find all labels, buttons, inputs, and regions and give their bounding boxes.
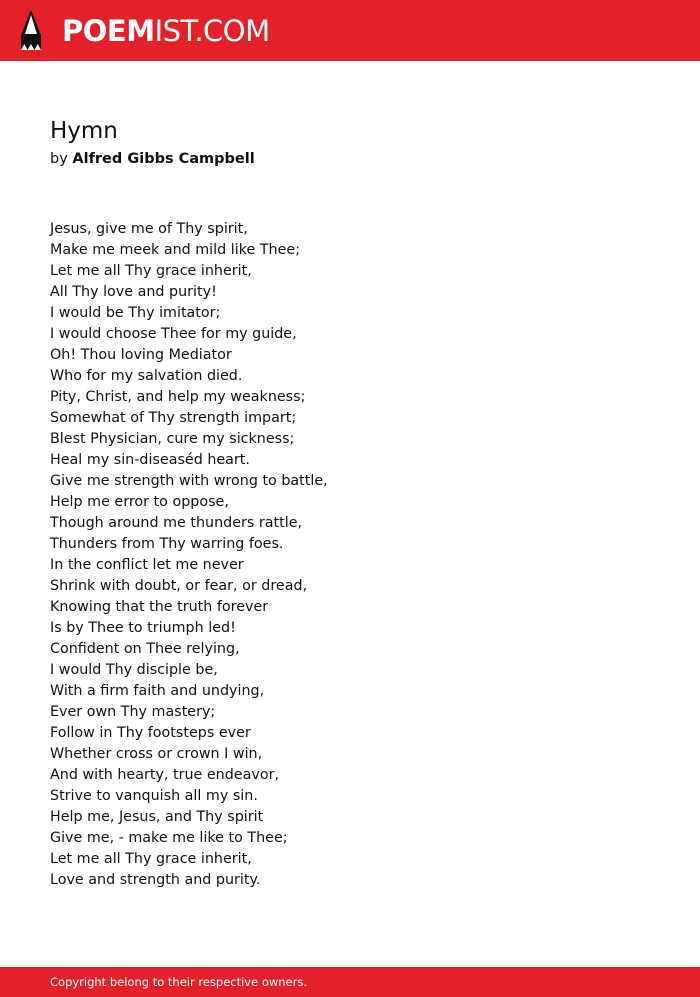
poem-line: Is by Thee to triumph led!	[50, 620, 236, 636]
poem-line: In the conflict let me never	[50, 557, 244, 573]
poem-line: Confident on Thee relying,	[50, 641, 240, 657]
author-name: Alfred Gibbs Campbell	[72, 151, 255, 167]
poem-byline	[50, 149, 255, 169]
poem-line: Though around me thunders rattle,	[50, 515, 303, 531]
poem-title: Hymn	[50, 118, 118, 144]
site-logo[interactable]	[62, 13, 270, 49]
poem-line: Heal my sin-diseaséd heart.	[50, 452, 250, 468]
poem-line: I would be Thy imitator;	[50, 305, 221, 321]
poem-line: Give me strength with wrong to battle,	[50, 473, 328, 489]
logo-text-light: IST.COM	[154, 14, 270, 48]
poem-line: Give me, - make me like to Thee;	[50, 830, 288, 846]
poem-line: Strive to vanquish all my sin.	[50, 788, 258, 804]
poem-line: Somewhat of Thy strength impart;	[50, 410, 297, 426]
poem-line: Blest Physician, cure my sickness;	[50, 431, 295, 447]
poem-line: All Thy love and purity!	[50, 284, 217, 300]
poem-line: Shrink with doubt, or fear, or dread,	[50, 578, 308, 594]
poem-line: Help me, Jesus, and Thy spirit	[50, 809, 264, 825]
logo-text-bold: POEM	[62, 14, 155, 48]
copyright-text: Copyright belong to their respective owners.	[50, 975, 308, 989]
poem-line: Ever own Thy mastery;	[50, 704, 216, 720]
poem-line: With a firm faith and undying,	[50, 683, 265, 699]
poem-line: Let me all Thy grace inherit,	[50, 263, 252, 279]
poem-line: Who for my salvation died.	[50, 368, 243, 384]
poem-line: Follow in Thy footsteps ever	[50, 725, 251, 741]
poem-line: Knowing that the truth forever	[50, 599, 269, 615]
site-footer	[0, 967, 700, 997]
poem-line: I would choose Thee for my guide,	[50, 326, 297, 342]
poem-line: Pity, Christ, and help my weakness;	[50, 389, 306, 405]
poem-line: Make me meek and mild like Thee;	[50, 242, 301, 258]
poem-line: And with hearty, true endeavor,	[50, 767, 279, 783]
poem-line: Help me error to oppose,	[50, 494, 229, 510]
site-header	[0, 0, 700, 61]
poem-line: Jesus, give me of Thy spirit,	[50, 221, 248, 237]
byline-prefix: by	[50, 151, 68, 167]
poem-line: Let me all Thy grace inherit,	[50, 851, 252, 867]
poem-line: Thunders from Thy warring foes.	[50, 536, 284, 552]
poem-line: Whether cross or crown I win,	[50, 746, 263, 762]
poem-line: Love and strength and purity.	[50, 872, 261, 888]
poem-line: Oh! Thou loving Mediator	[50, 347, 232, 363]
poem-line: I would Thy disciple be,	[50, 662, 218, 678]
poem-body	[50, 219, 328, 891]
pen-nib-icon	[18, 9, 44, 52]
